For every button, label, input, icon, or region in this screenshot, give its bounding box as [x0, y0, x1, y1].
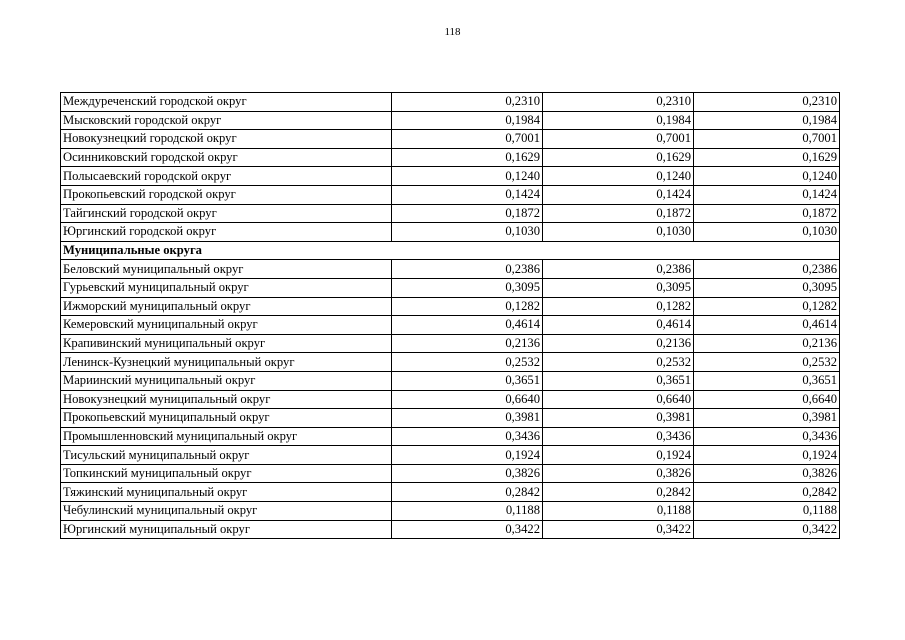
value-cell-3: 0,2532 [694, 353, 840, 372]
value-cell-3: 0,3651 [694, 371, 840, 390]
municipality-name-cell: Топкинский муниципальный округ [61, 464, 392, 483]
table-row [61, 334, 840, 353]
table-row [61, 260, 840, 279]
table-row [61, 409, 840, 428]
table-row [61, 520, 840, 539]
value-cell-2: 0,1629 [543, 148, 694, 167]
municipality-name-cell: Кемеровский муниципальный округ [61, 316, 392, 335]
value-cell-2: 0,2136 [543, 334, 694, 353]
value-cell-2: 0,6640 [543, 390, 694, 409]
value-cell-1: 0,1984 [392, 111, 543, 130]
value-cell-2: 0,2310 [543, 93, 694, 112]
value-cell-2: 0,2842 [543, 483, 694, 502]
value-cell-3: 0,1188 [694, 502, 840, 521]
municipality-name-cell: Осинниковский городской округ [61, 148, 392, 167]
value-cell-2: 0,3981 [543, 409, 694, 428]
table-row [61, 297, 840, 316]
value-cell-1: 0,3095 [392, 278, 543, 297]
table-row [61, 223, 840, 242]
value-cell-1: 0,3422 [392, 520, 543, 539]
municipality-name-cell: Новокузнецкий муниципальный округ [61, 390, 392, 409]
value-cell-3: 0,2386 [694, 260, 840, 279]
value-cell-3: 0,1984 [694, 111, 840, 130]
value-cell-1: 0,3826 [392, 464, 543, 483]
municipality-name-cell: Беловский муниципальный округ [61, 260, 392, 279]
municipality-name-cell: Прокопьевский городской округ [61, 185, 392, 204]
value-cell-1: 0,2310 [392, 93, 543, 112]
value-cell-3: 0,3981 [694, 409, 840, 428]
municipality-name-cell: Тяжинский муниципальный округ [61, 483, 392, 502]
municipality-name-cell: Чебулинский муниципальный округ [61, 502, 392, 521]
value-cell-1: 0,1424 [392, 185, 543, 204]
value-cell-1: 0,1188 [392, 502, 543, 521]
table-row [61, 148, 840, 167]
table-row [61, 371, 840, 390]
table-row [61, 390, 840, 409]
value-cell-3: 0,1872 [694, 204, 840, 223]
table-row [61, 353, 840, 372]
value-cell-3: 0,2310 [694, 93, 840, 112]
value-cell-3: 0,4614 [694, 316, 840, 335]
table-body [61, 93, 840, 539]
value-cell-2: 0,1282 [543, 297, 694, 316]
value-cell-1: 0,1629 [392, 148, 543, 167]
table-row [61, 204, 840, 223]
value-cell-2: 0,2532 [543, 353, 694, 372]
value-cell-2: 0,1924 [543, 446, 694, 465]
data-table [60, 92, 840, 539]
value-cell-1: 0,1924 [392, 446, 543, 465]
municipality-name-cell: Ижморский муниципальный округ [61, 297, 392, 316]
value-cell-1: 0,1240 [392, 167, 543, 186]
value-cell-1: 0,3436 [392, 427, 543, 446]
value-cell-3: 0,1924 [694, 446, 840, 465]
municipality-name-cell: Междуреченский городской округ [61, 93, 392, 112]
value-cell-2: 0,1424 [543, 185, 694, 204]
value-cell-1: 0,3651 [392, 371, 543, 390]
table-row [61, 502, 840, 521]
value-cell-3: 0,1240 [694, 167, 840, 186]
municipality-name-cell: Новокузнецкий городской округ [61, 130, 392, 149]
value-cell-1: 0,2842 [392, 483, 543, 502]
value-cell-1: 0,1872 [392, 204, 543, 223]
value-cell-2: 0,1030 [543, 223, 694, 242]
municipality-name-cell: Тайгинский городской округ [61, 204, 392, 223]
municipality-name-cell: Полысаевский городской округ [61, 167, 392, 186]
value-cell-2: 0,4614 [543, 316, 694, 335]
municipality-name-cell: Крапивинский муниципальный округ [61, 334, 392, 353]
value-cell-1: 0,1030 [392, 223, 543, 242]
value-cell-2: 0,1240 [543, 167, 694, 186]
municipality-name-cell: Прокопьевский муниципальный округ [61, 409, 392, 428]
value-cell-1: 0,4614 [392, 316, 543, 335]
value-cell-1: 0,2386 [392, 260, 543, 279]
value-cell-2: 0,7001 [543, 130, 694, 149]
value-cell-1: 0,6640 [392, 390, 543, 409]
value-cell-3: 0,3095 [694, 278, 840, 297]
value-cell-3: 0,2842 [694, 483, 840, 502]
value-cell-3: 0,7001 [694, 130, 840, 149]
value-cell-2: 0,1188 [543, 502, 694, 521]
value-cell-3: 0,3826 [694, 464, 840, 483]
value-cell-2: 0,3826 [543, 464, 694, 483]
table-row [61, 427, 840, 446]
municipality-name-cell: Гурьевский муниципальный округ [61, 278, 392, 297]
value-cell-2: 0,1984 [543, 111, 694, 130]
value-cell-1: 0,3981 [392, 409, 543, 428]
value-cell-2: 0,3422 [543, 520, 694, 539]
table-row [61, 278, 840, 297]
value-cell-2: 0,3436 [543, 427, 694, 446]
table-row [61, 446, 840, 465]
value-cell-3: 0,1629 [694, 148, 840, 167]
municipality-name-cell: Юргинский городской округ [61, 223, 392, 242]
municipality-name-cell: Промышленновский муниципальный округ [61, 427, 392, 446]
table-row [61, 130, 840, 149]
section-header-row [61, 241, 840, 260]
municipality-name-cell: Ленинск-Кузнецкий муниципальный округ [61, 353, 392, 372]
value-cell-2: 0,3651 [543, 371, 694, 390]
value-cell-1: 0,7001 [392, 130, 543, 149]
table-row [61, 167, 840, 186]
table-row [61, 316, 840, 335]
value-cell-3: 0,3436 [694, 427, 840, 446]
value-cell-3: 0,6640 [694, 390, 840, 409]
table-row [61, 111, 840, 130]
value-cell-1: 0,1282 [392, 297, 543, 316]
municipality-name-cell: Мариинский муниципальный округ [61, 371, 392, 390]
value-cell-3: 0,1424 [694, 185, 840, 204]
section-title: Муниципальные округа [61, 241, 840, 260]
value-cell-3: 0,1030 [694, 223, 840, 242]
value-cell-1: 0,2136 [392, 334, 543, 353]
municipality-name-cell: Тисульский муниципальный округ [61, 446, 392, 465]
table-row [61, 483, 840, 502]
value-cell-3: 0,3422 [694, 520, 840, 539]
municipality-name-cell: Мысковский городской округ [61, 111, 392, 130]
value-cell-3: 0,1282 [694, 297, 840, 316]
value-cell-3: 0,2136 [694, 334, 840, 353]
table-row [61, 185, 840, 204]
municipality-name-cell: Юргинский муниципальный округ [61, 520, 392, 539]
table-row [61, 93, 840, 112]
value-cell-2: 0,2386 [543, 260, 694, 279]
value-cell-2: 0,3095 [543, 278, 694, 297]
page-number: 118 [444, 26, 461, 38]
value-cell-2: 0,1872 [543, 204, 694, 223]
value-cell-1: 0,2532 [392, 353, 543, 372]
table-row [61, 464, 840, 483]
